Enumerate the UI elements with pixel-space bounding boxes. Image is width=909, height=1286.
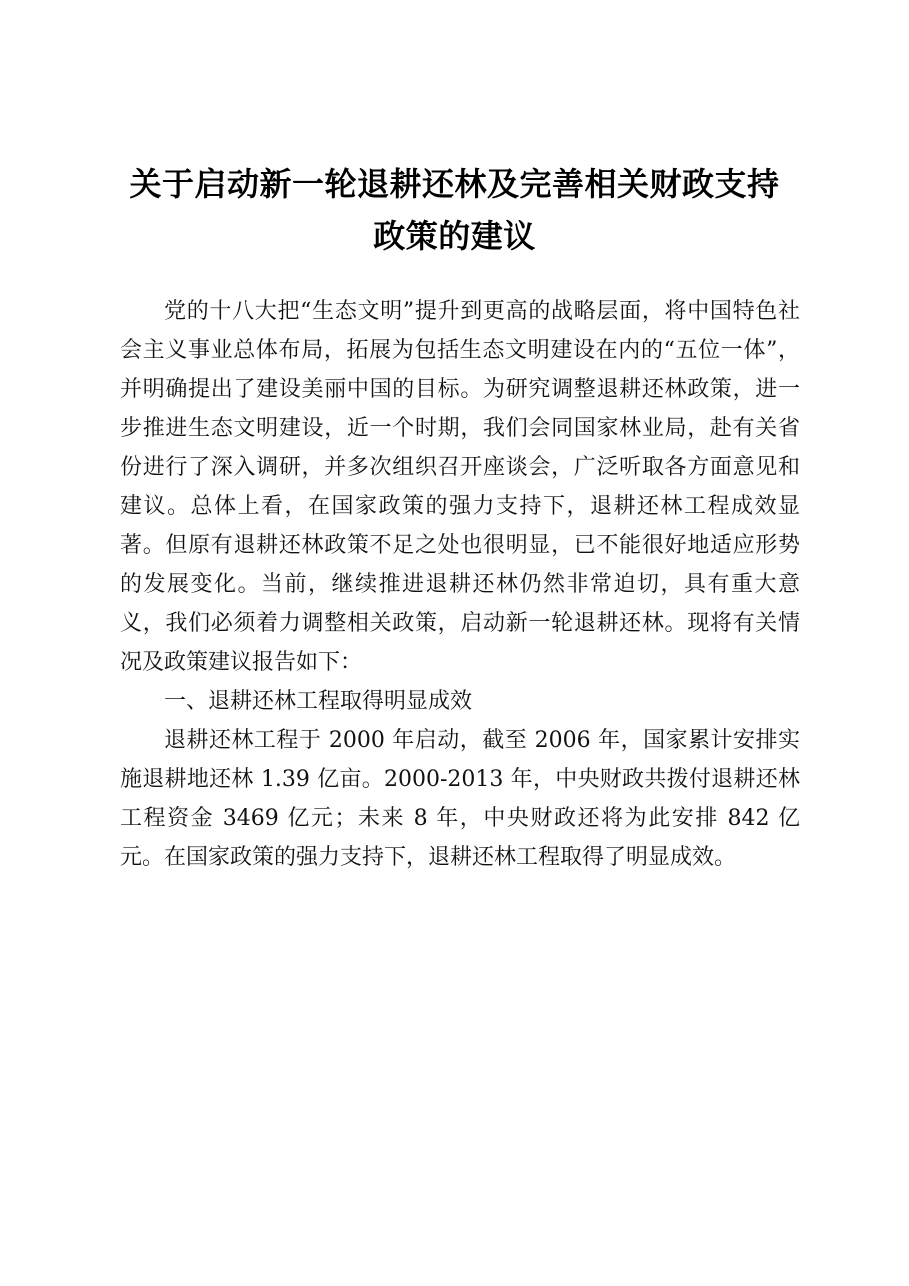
intro-paragraph: 党的十八大把“生态文明”提升到更高的战略层面，将中国特色社会主义事业总体布局，拓展为包括生态文明建设在内的“五位一体”，并明确提出了建设美丽中国的目标。为研究调整退耕还林政策，进一步推进生态文明建设，近一个时期，我们会同国家林业局，赴有关省份进行了深入调研，并多次组织召开座谈会，广泛听取各方面意见和建议。总体上看，在国家政策的强力支持下，退耕还林工程成效显著。但原有退耕还林政策不足之处也很明显，已不能很好地适应形势的发展变化。当前，继续推进退耕还林仍然非常迫切，具有重大意义，我们必须着力调整相关政策，启动新一轮退耕还林。现将有关情况及政策建议报告如下：: [120, 299, 800, 675]
section-heading-1: 一、退耕还林工程取得明显成效: [164, 689, 473, 714]
document-body: [120, 292, 800, 877]
section-1-paragraph: 退耕还林工程于 2000 年启动，截至 2006 年，国家累计安排实施退耕地还林 1.39 亿亩。2000-2013 年，中央财政共拨付退耕还林工程资金 3469 亿元；未来 8 年，中央财政还将为此安排 842 亿元。在国家政策的强力支持下，退耕还林工程取得了明显成效。: [120, 728, 800, 870]
title-line-1: 关于启动新一轮退耕还林及完善相关财政支持: [129, 165, 780, 203]
document-title: [100, 158, 809, 262]
title-line-2: 政策的建议: [373, 217, 536, 255]
